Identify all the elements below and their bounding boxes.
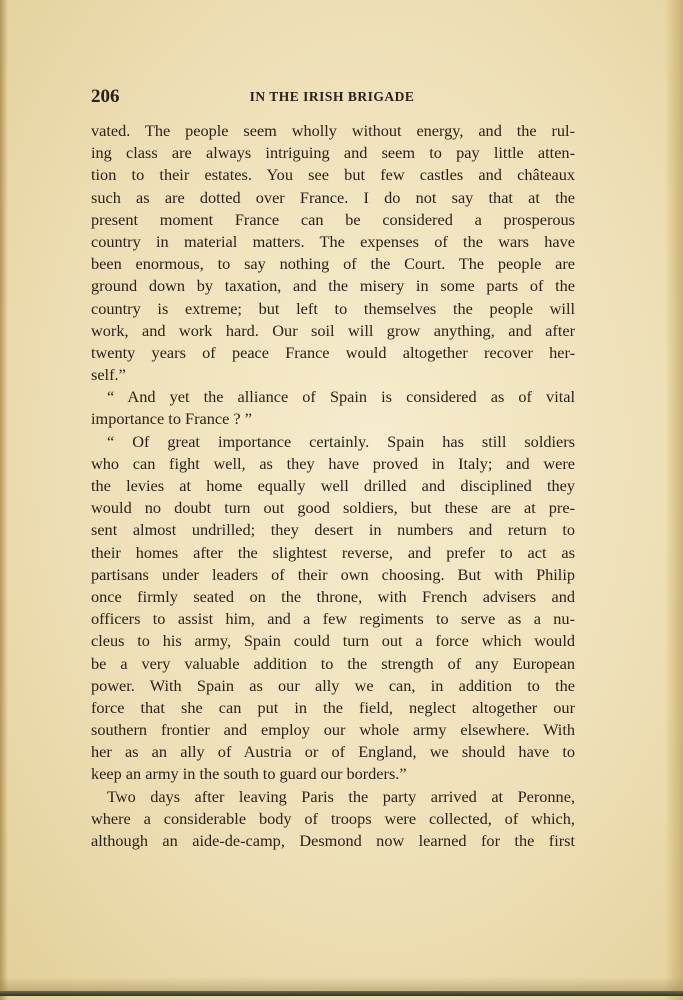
text-line: such as are dotted over France. I do not say that at the (91, 187, 575, 207)
page-bottom-rule (0, 991, 683, 996)
text-line: force that she can put in the field, neglect altogether our (91, 697, 575, 717)
text-line: keep an army in the south to guard our borders.” (91, 764, 407, 784)
text-line: twenty years of peace France would altogether recover her- (91, 342, 575, 362)
text-line: power. With Spain as our ally we can, in addition to the (91, 675, 575, 695)
text-line: ing class are always intriguing and seem to pay little atten- (91, 143, 575, 163)
text-line: once firmly seated on the throne, with French advisers and (91, 586, 575, 606)
text-line: the levies at home equally well drilled and disciplined they (91, 476, 575, 495)
text-line: where a considerable body of troops were collected, of which, (91, 808, 575, 828)
body-text (91, 120, 575, 852)
text-line: her as an ally of Austria or of England, we should have to (91, 742, 575, 762)
text-line: self.” (91, 365, 126, 385)
text-line: would no doubt turn out good soldiers, but these are at pre- (91, 498, 575, 518)
text-line: Two days after leaving Paris the party arrived at Peronne, (107, 786, 575, 806)
text-line: work, and work hard. Our soil will grow anything, and after (91, 320, 575, 340)
page-edge-left (0, 0, 8, 1000)
text-line: “ Of great importance certainly. Spain has still soldiers (107, 431, 575, 451)
text-line: cleus to his army, Spain could turn out a force which would (91, 631, 575, 651)
text-line: sent almost undrilled; they desert in numbers and return to (91, 520, 575, 540)
text-line: been enormous, to say nothing of the Court. The people are (91, 254, 575, 274)
page-header (91, 86, 573, 108)
text-line: partisans under leaders of their own choosing. But with Philip (91, 564, 575, 584)
text-line: although an aide-de-camp, Desmond now learned for the first (91, 831, 575, 850)
text-line: vated. The people seem wholly without energy, and the rul- (91, 121, 575, 140)
text-line: “ And yet the alliance of Spain is considered as of vital (107, 387, 575, 407)
text-line: their homes after the slightest reverse, and prefer to act as (91, 542, 575, 562)
page-edge-right (665, 0, 683, 1000)
text-line: who can fight well, as they have proved in Italy; and were (91, 453, 575, 473)
page-bottom-shadow (0, 977, 683, 991)
page-number: 206 (91, 86, 120, 107)
text-line: be a very valuable addition to the strength of any European (91, 653, 575, 673)
running-head: IN THE IRISH BRIGADE (249, 89, 415, 104)
text-line: importance to France ? ” (91, 409, 252, 429)
text-line: country is extreme; but left to themselves the people will (91, 298, 575, 318)
text-line: southern frontier and employ our whole army elsewhere. With (91, 720, 575, 740)
text-line: officers to assist him, and a few regiments to serve as a nu- (91, 609, 575, 629)
text-line: tion to their estates. You see but few castles and châteaux (91, 165, 575, 185)
text-line: ground down by taxation, and the misery in some parts of the (91, 276, 575, 296)
text-line: present moment France can be considered a prosperous (91, 209, 575, 229)
text-line: country in material matters. The expenses of the wars have (91, 231, 575, 251)
